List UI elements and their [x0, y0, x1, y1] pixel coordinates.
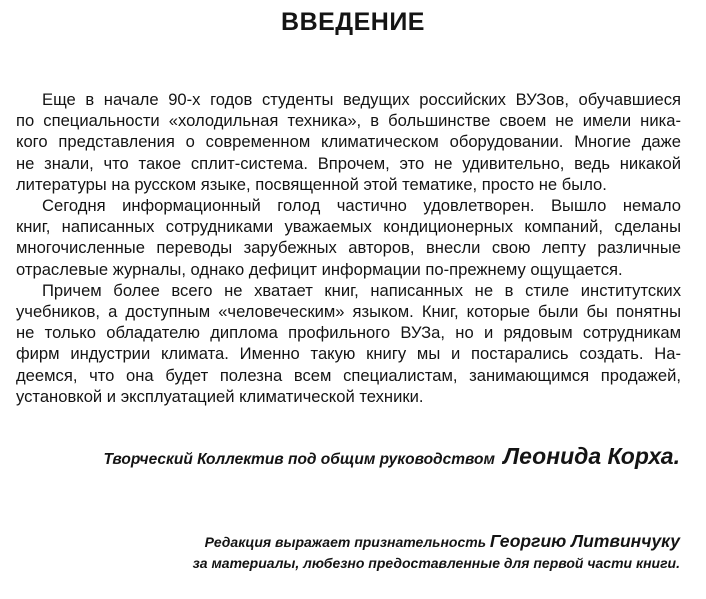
text-line: книг, написанных сотрудниками уважаемых кондиционерных компаний, сделаны — [16, 217, 681, 237]
text-line: Причем более всего не хватает книг, написанных не в стиле институтских — [42, 280, 681, 300]
acknowledgement-prefix: Редакция выражает признательность — [204, 534, 487, 550]
text-line: учебников, а доступным «человеческим» языком. Книг, которые были бы понятны — [16, 302, 681, 322]
text-line: литературы на русском языке, посвященной этой тематике, просто не было. — [16, 174, 607, 194]
text-line: не только обладателю диплома профильного ВУЗа, но и рядовым сотрудникам — [16, 323, 681, 343]
text-line: деемся, что она будет полезна всем специалистам, занимающимся продажей, — [16, 365, 681, 385]
acknowledgement-line-1 — [193, 531, 680, 553]
text-line: отраслевые журналы, однако дефицит информации по-прежнему ощущается. — [16, 259, 623, 279]
credits-prefix: Творческий Коллектив под общим руководством — [103, 451, 495, 468]
acknowledgement-line-2: за материалы, любезно предоставленные для первой части книги. — [192, 555, 680, 571]
introduction-text — [16, 89, 681, 407]
acknowledgement-name: Георгию Литвинчуку — [489, 531, 680, 551]
text-line: Сегодня информационный голод частично удовлетворен. Вышло немало — [42, 196, 681, 216]
text-line: кого представления о современном климатическом оборудовании. Многие даже — [16, 132, 681, 152]
text-line: по специальности «холодильная техника», в большинстве своем не имели ника- — [16, 111, 681, 131]
text-line: многочисленные переводы зарубежных авторов, внесли свою лепту различные — [16, 238, 681, 258]
text-line: установкой и эксплуатацией климатической техники. — [16, 386, 424, 406]
acknowledgement — [193, 531, 680, 574]
credits-line — [104, 443, 680, 470]
credits-author-name: Леонида Корха. — [503, 443, 680, 469]
page-title: ВВЕДЕНИЕ — [281, 8, 425, 36]
text-line: фирм индустрии климата. Именно такую книгу мы и постарались создать. На- — [16, 344, 681, 364]
text-line: Еще в начале 90-х годов студенты ведущих российских ВУЗов, обучавшиеся — [42, 90, 681, 109]
text-line: не знали, что такое сплит-система. Впрочем, это не удивительно, ведь никакой — [16, 153, 681, 173]
